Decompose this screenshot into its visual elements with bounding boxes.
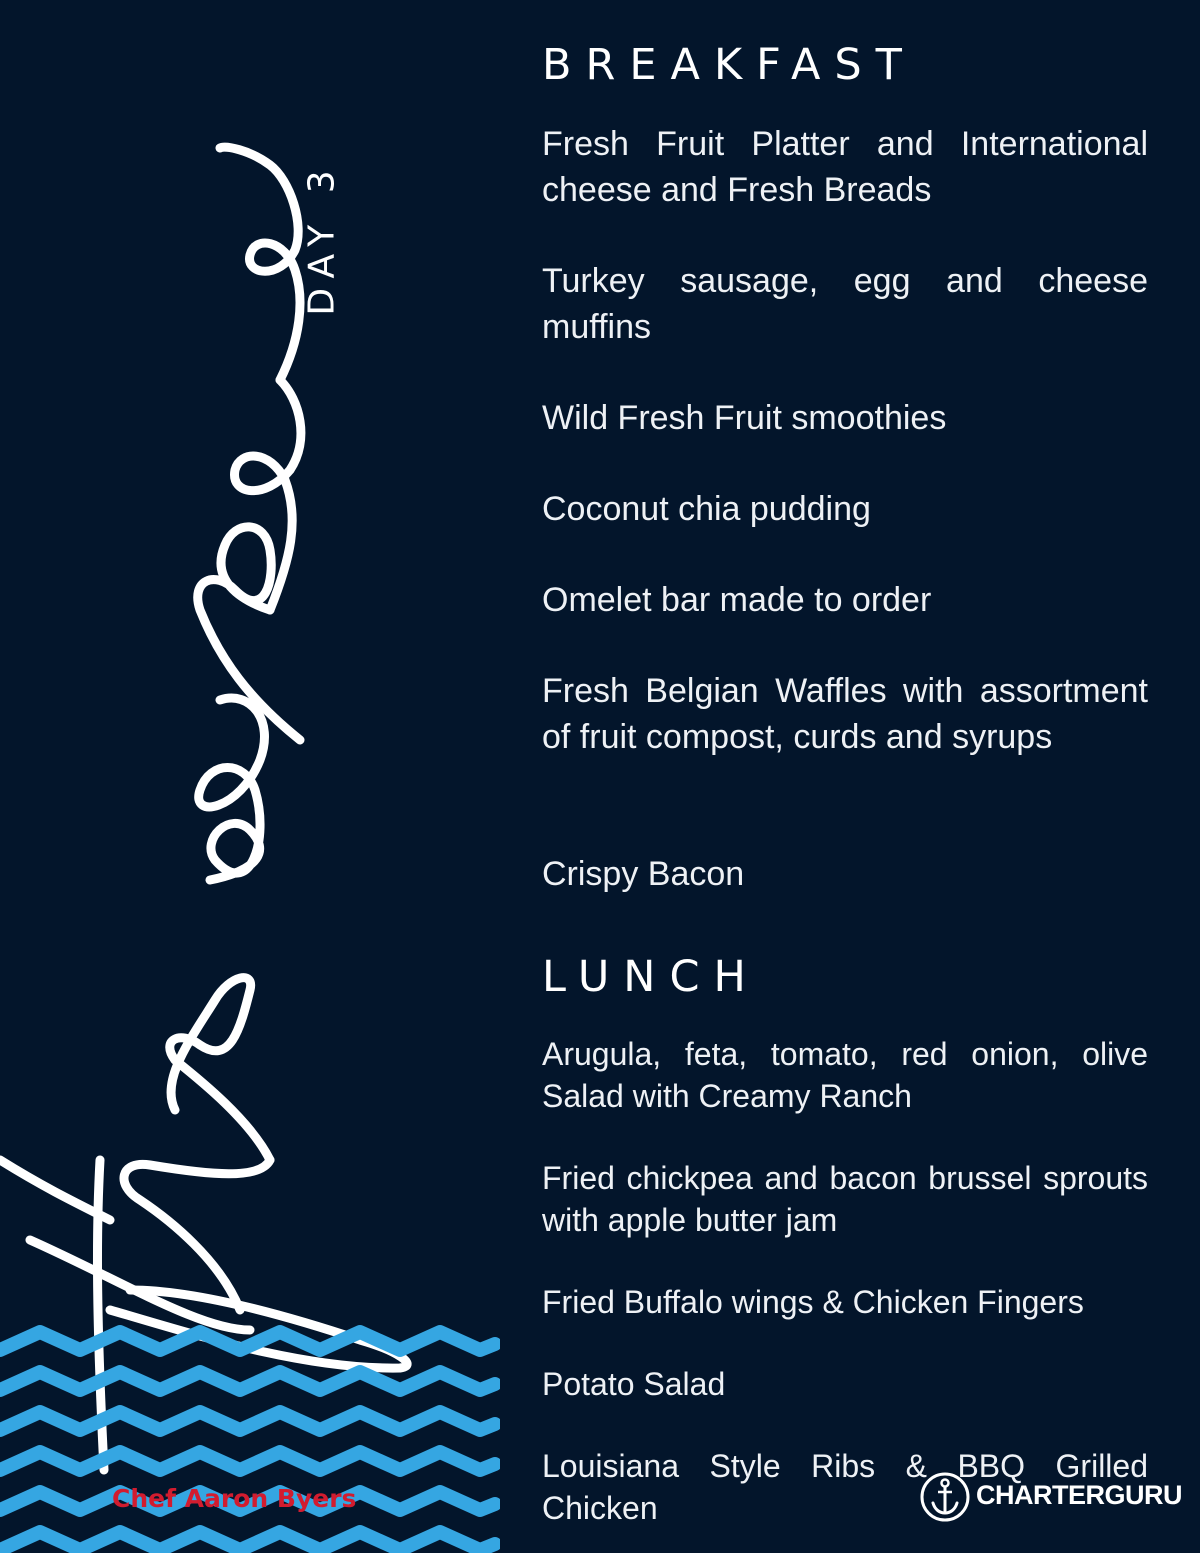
lunch-item: Arugula, feta, tomato, red onion, olive Salad with Creamy Ranch	[542, 1036, 1148, 1114]
breakfast-heading: BREAKFAST	[542, 40, 916, 90]
lunch-item: Fried Buffalo wings & Chicken Fingers	[542, 1284, 1084, 1320]
lunch-item: Potato Salad	[542, 1366, 726, 1402]
breakfast-item: Turkey sausage, egg and cheese muffins	[542, 262, 1148, 346]
breakfast-item: Fresh Fruit Platter and International cheese and Fresh Breads	[542, 125, 1148, 209]
anchor-icon	[918, 1470, 972, 1524]
lunch-item: Fried chickpea and bacon brussel sprouts with apple butter jam	[542, 1160, 1148, 1238]
breakfast-item: Omelet bar made to order	[542, 581, 932, 619]
breakfast-item: Fresh Belgian Waffles with assortment of fruit compost, curds and syrups	[542, 672, 1148, 756]
lunch-heading: LUNCH	[542, 952, 760, 1002]
breakfast-item: Coconut chia pudding	[542, 490, 871, 528]
breakfast-item: Wild Fresh Fruit smoothies	[542, 399, 947, 437]
breakfast-item: Crispy Bacon	[542, 855, 745, 893]
day-label: DAY 3	[301, 160, 343, 316]
chef-name: Chef Aaron Byers	[112, 1484, 357, 1513]
wave-pattern	[0, 1320, 500, 1553]
brand-name: CHARTERGURU	[976, 1480, 1182, 1510]
lunch-item: Louisiana Style Ribs & BBQ Grilled Chicken	[542, 1448, 1148, 1526]
brand-logo	[918, 1470, 1182, 1526]
